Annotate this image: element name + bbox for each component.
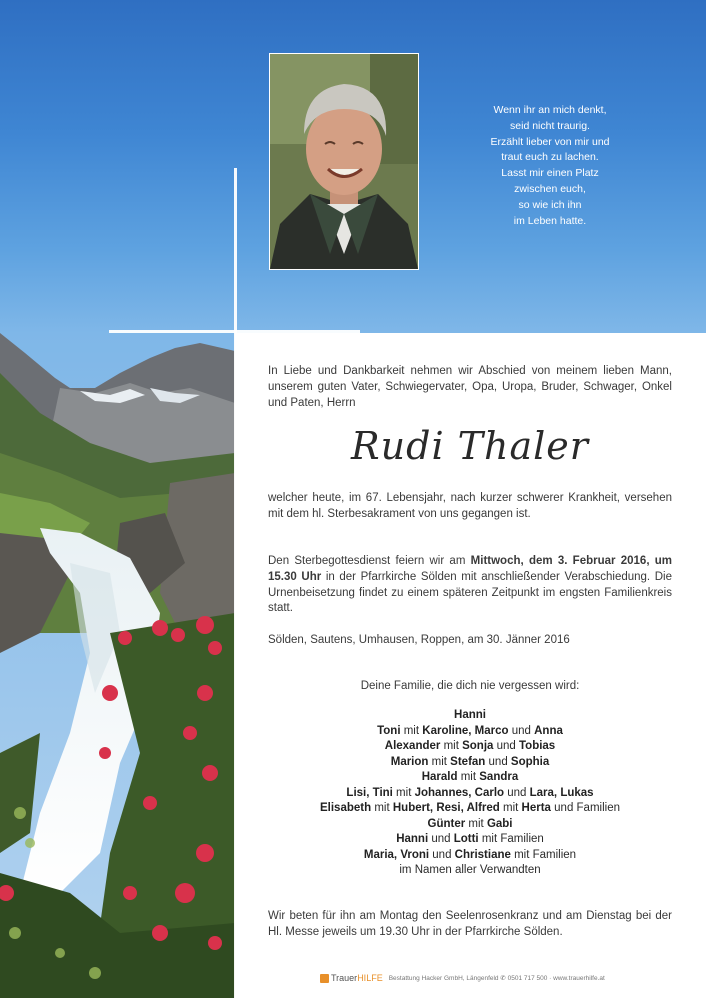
family-connector: mit [428, 755, 451, 768]
footer-brand [331, 973, 383, 983]
family-connector: mit [371, 802, 393, 814]
family-row [268, 848, 672, 864]
family-row [268, 863, 672, 879]
family-connector: und [493, 740, 519, 752]
trauerhilfe-logo-icon [320, 974, 329, 983]
place-date: Sölden, Sautens, Umhausen, Roppen, am 30. Jänner 2016 [268, 634, 570, 646]
family-name: Sandra [479, 771, 519, 783]
family-row [268, 770, 672, 786]
family-connector: und [508, 724, 535, 737]
family-name: Hanni [454, 709, 486, 721]
family-connector: mit Familien [478, 833, 544, 845]
family-row [268, 832, 672, 848]
poem-line: Erzählt lieber von mir und [490, 135, 610, 148]
family-name: Maria, Vroni [363, 848, 430, 861]
family-name: Sonja [462, 740, 494, 752]
poem-line: traut euch zu lachen. [501, 151, 599, 164]
footer-brand-b: HILFE [357, 973, 383, 983]
family-row [268, 817, 672, 833]
family-name: Hanni [396, 833, 429, 845]
poem-line: Lasst mir einen Platz [501, 167, 599, 180]
family-connector: und [504, 786, 530, 799]
family-name: Hubert, Resi, Alfred [392, 802, 500, 814]
family-name: Toni [377, 724, 401, 737]
family-name: Gabi [486, 817, 513, 830]
family-connector: mit [440, 740, 463, 752]
service-pre: Den Sterbegottesdienst feiern wir am [268, 555, 471, 567]
poem-line: Wenn ihr an mich denkt, [493, 104, 607, 116]
family-name: Christiane [454, 848, 511, 861]
footer-text: Bestattung Hacker GmbH, Längenfeld ✆ 0501 717 500 · www.trauerhilfe.at [388, 975, 605, 982]
family-connector: mit Familien [510, 848, 577, 861]
family-name: Marion [390, 755, 429, 768]
family-connector: mit [457, 771, 480, 783]
death-info-text: welcher heute, im 67. Lebensjahr, nach kurzer schwerer Krankheit, versehen mit dem hl. Sterbesakrament von uns gegangen ist. [268, 492, 672, 520]
family-name: Günter [427, 817, 466, 830]
family-name: Lotti [453, 833, 479, 845]
family-connector: mit [392, 786, 415, 799]
family-row [268, 801, 672, 817]
family-name: Sophia [510, 755, 550, 768]
poem-line: zwischen euch, [514, 182, 586, 195]
mountain-landscape-photo [0, 333, 235, 998]
deceased-name: Rudi Thaler [351, 424, 589, 468]
family-name: Lisi, Tini [346, 786, 393, 799]
family-name: Alexander [384, 740, 441, 752]
service-text [268, 554, 672, 617]
poem-line: seid nicht traurig. [510, 119, 590, 132]
family-connector: und Familien [550, 802, 620, 814]
family-name: Karoline, Marco [422, 724, 509, 737]
portrait-photo [269, 53, 419, 270]
poem-line: so wie ich ihn [518, 198, 582, 211]
family-name: Johannes, Carlo [414, 786, 505, 799]
family-connector: mit [400, 724, 423, 737]
family-connector: mit [465, 817, 487, 830]
family-row [268, 755, 672, 771]
cross-icon-vertical [234, 168, 237, 998]
family-connector: mit [499, 802, 522, 814]
family-connector: und [485, 755, 511, 768]
family-intro: Deine Familie, die dich nie vergessen wird: [360, 680, 580, 692]
family-row [268, 708, 672, 724]
poem-line: im Leben hatte. [513, 214, 587, 227]
family-connector: und [429, 848, 455, 861]
rosary-text: Wir beten für ihn am Montag den Seelenrosenkranz und am Dienstag bei der Hl. Messe jeweils um 19.30 Uhr in der Pfarrkirche Sölden. [268, 910, 672, 938]
family-connector: und [428, 833, 454, 845]
cross-icon-horizontal [109, 330, 360, 333]
family-connector: im Namen aller Verwandten [399, 864, 541, 876]
family-name: Herta [521, 802, 551, 814]
family-row [268, 739, 672, 755]
family-row [268, 786, 672, 802]
family-name: Tobias [519, 740, 556, 752]
family-name: Harald [421, 771, 458, 783]
footer [320, 973, 690, 985]
family-row [268, 724, 672, 740]
family-list [268, 708, 672, 879]
poem [470, 103, 630, 229]
family-name: Elisabeth [320, 802, 372, 814]
family-name: Lara, Lukas [529, 786, 594, 799]
service-post: in der Pfarrkirche Sölden mit anschließender Verabschiedung. Die Urnenbeisetzung findet zu einem späteren Zeitpunkt im engsten Familienkreis statt. [268, 570, 672, 615]
footer-brand-a: Trauer [331, 973, 358, 983]
service-date: Mittwoch, dem 3. Februar 2016, um 15.30 Uhr [268, 555, 673, 583]
family-name: Stefan [450, 755, 486, 768]
intro-text: In Liebe und Dankbarkeit nehmen wir Abschied von meinem lieben Mann, unserem guten Vater, Schwiegervater, Opa, Uropa, Bruder, Schwager, Onkel und Paten, Herrn [268, 365, 672, 409]
family-name: Anna [534, 724, 563, 737]
